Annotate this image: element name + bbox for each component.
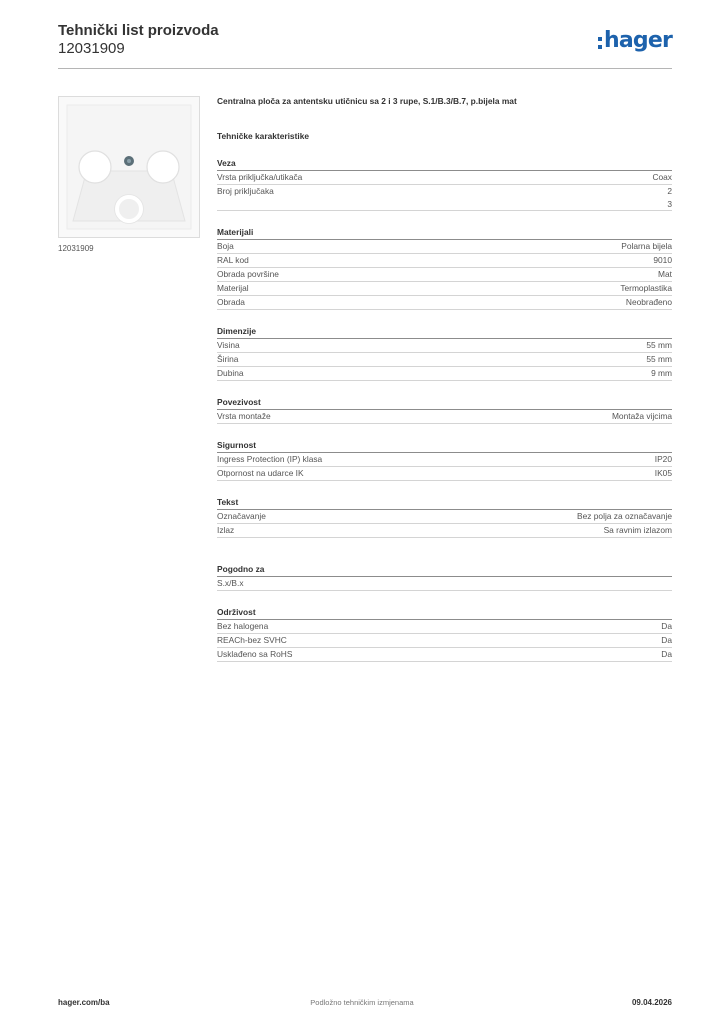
spec-label: Usklađeno sa RoHS [217,649,293,659]
footer-note: Podložno tehničkim izmjenama [310,998,414,1007]
spec-row [217,339,672,353]
spec-value: Coax [652,172,672,182]
spec-value: Da [661,621,672,631]
spec-label: RAL kod [217,255,249,265]
footer-website: hager.com/ba [58,998,110,1007]
spec-value: 55 mm [646,354,672,364]
spec-value: 55 mm [646,340,672,350]
spec-row [217,268,672,282]
spec-label: Materijal [217,283,249,293]
cover-plate-icon [59,97,199,237]
product-image [58,96,200,238]
specs-heading: Tehničke karakteristike [217,131,310,141]
spec-value: Bez polja za označavanje [577,511,672,521]
spec-label: Boja [217,241,234,251]
spec-label: Ingress Protection (IP) klasa [217,454,323,464]
spec-label: Obrada [217,297,245,307]
spec-label: Broj priključaka [217,186,274,196]
spec-row [217,353,672,367]
section-title: Materijali [217,226,672,240]
spec-row [217,240,672,254]
spec-value: Mat [658,269,672,279]
section-title: Sigurnost [217,439,672,453]
spec-label: Dubina [217,368,244,378]
spec-row [217,185,672,211]
spec-content [217,96,672,662]
section-tekst [217,496,672,538]
header-divider [58,68,672,69]
spec-value-line: 2 [667,186,672,196]
spec-value: Da [661,635,672,645]
spec-row [217,410,672,424]
spec-label: Otpornost na udarce IK [217,468,304,478]
spec-label: Obrada površine [217,269,279,279]
section-title: Tekst [217,496,672,510]
spec-row [217,524,672,538]
spec-label: Izlaz [217,525,235,535]
spec-row [217,648,672,662]
spec-value [667,185,672,210]
section-title: Dimenzije [217,325,672,339]
spec-label: Visina [217,340,240,350]
section-odrzivost [217,606,672,662]
section-title: Povezivost [217,396,672,410]
spec-value: IK05 [654,468,672,478]
spec-row [217,282,672,296]
hager-logo [598,29,672,53]
spec-label: Vrsta montaže [217,411,271,421]
spec-value: 9010 [653,255,672,265]
section-veza [217,157,672,211]
logo-text: hager [603,28,672,53]
image-caption: 12031909 [58,244,94,253]
page-title: Tehnički list proizvoda [58,22,219,39]
spec-value: Polarna bijela [621,241,672,251]
spec-label: Bez halogena [217,621,269,631]
spec-row [217,467,672,481]
spec-value-line: 3 [667,198,672,209]
section-pogodno-za [217,563,672,591]
spec-row [217,620,672,634]
product-name: Centralna ploča za antentsku utičnicu sa 2 i 3 rupe, S.1/B.3/B.7, p.bijela mat [217,96,517,106]
spec-label: REACh-bez SVHC [217,635,287,645]
spec-value: 9 mm [651,368,672,378]
spec-row [217,453,672,467]
spec-row [217,296,672,310]
spec-value: IP20 [654,454,672,464]
spec-value: Montaža vijcima [611,411,672,421]
section-materijali [217,226,672,310]
spec-row [217,367,672,381]
section-title: Pogodno za [217,563,672,577]
spec-row [217,634,672,648]
section-title: Veza [217,157,672,171]
section-povezivost [217,396,672,424]
spec-row [217,254,672,268]
spec-row [217,171,672,185]
product-number: 12031909 [58,40,125,57]
spec-value: Termoplastika [620,283,672,293]
spec-row [217,577,672,591]
section-sigurnost [217,439,672,481]
spec-row [217,510,672,524]
spec-label: Širina [217,354,239,364]
spec-value: Sa ravnim izlazom [603,525,672,535]
section-title: Održivost [217,606,672,620]
spec-label: Vrsta priključka/utikača [217,172,303,182]
spec-label: Označavanje [217,511,266,521]
spec-label: S.x/B.x [217,578,244,588]
spec-value: Neobrađeno [625,297,672,307]
section-dimenzije [217,325,672,381]
footer-date: 09.04.2026 [631,998,672,1007]
logo-colon-icon [598,37,602,49]
spec-value: Da [661,649,672,659]
